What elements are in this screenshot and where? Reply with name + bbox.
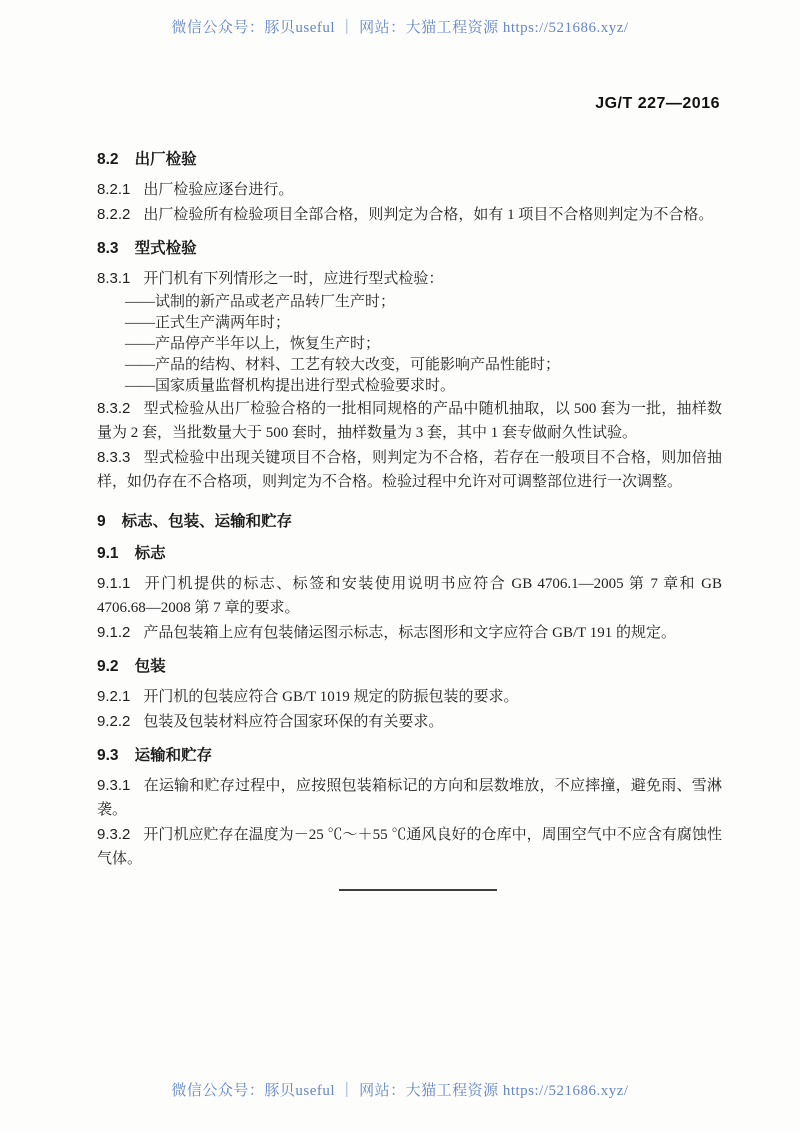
- watermark-bottom: 微信公众号：豚贝useful ｜ 网站：大猫工程资源 https://521686.xyz/: [171, 1083, 629, 1099]
- clause-text: 型式检验从出厂检验合格的一批相同规格的产品中随机抽取，以 500 套为一批，抽样数量为 2 套，当批数量大于 500 套时，抽样数量为 3 套，其中 1 套专做耐久性试验。: [97, 401, 722, 441]
- end-of-text-divider: [339, 889, 497, 891]
- clause-text: 出厂检验应逐台进行。: [143, 182, 294, 198]
- clause-text: 出厂检验所有检验项目全部合格，则判定为合格，如有 1 项目不合格则判定为不合格。: [143, 207, 714, 223]
- clause-8-3-3: [97, 446, 722, 494]
- clause-8-2-2: [97, 203, 722, 227]
- section-heading-9-2: [97, 657, 722, 677]
- section-title: 运输和贮存: [134, 747, 213, 764]
- clause-9-1-1: [97, 572, 722, 620]
- clause-number: 8.2.2: [97, 206, 131, 223]
- clause-number: 8.3.2: [97, 400, 131, 417]
- clause-number: 9.3.1: [97, 777, 131, 794]
- chapter-title: 标志、包装、运输和贮存: [121, 513, 293, 530]
- section-number: 9.3: [97, 747, 119, 764]
- section-title: 型式检验: [134, 240, 197, 257]
- clause-text: 开门机有下列情形之一时，应进行型式检验：: [143, 271, 444, 287]
- clause-9-3-1: [97, 774, 722, 822]
- section-title: 包装: [134, 658, 166, 675]
- watermark-top: 微信公众号：豚贝useful ｜ 网站：大猫工程资源 https://521686.xyz/: [171, 20, 629, 36]
- clause-8-2-1: [97, 178, 722, 202]
- document-body: [97, 138, 722, 891]
- clause-number: 9.1.1: [97, 575, 131, 592]
- clause-9-2-2: [97, 710, 722, 734]
- clause-text: 开门机应贮存在温度为－25 ℃～＋55 ℃通风良好的仓库中，周围空气中不应含有腐蚀性气体。: [97, 827, 722, 867]
- chapter-number: 9: [97, 513, 106, 530]
- clause-text: 型式检验中出现关键项目不合格，则判定为不合格，若存在一般项目不合格，则加倍抽样，如仍存在不合格项，则判定为不合格。检验过程中允许对可调整部位进行一次调整。: [97, 450, 722, 490]
- clause-number: 8.3.1: [97, 270, 131, 287]
- dash-list-item: ——产品停产半年以上，恢复生产时；: [125, 336, 381, 352]
- standard-number: JG/T 227—2016: [595, 95, 720, 112]
- clause-number: 8.2.1: [97, 181, 131, 198]
- clause-text: 在运输和贮存过程中，应按照包装箱标记的方向和层数堆放，不应摔撞，避免雨、雪淋袭。: [97, 778, 722, 818]
- section-number: 9.2: [97, 658, 119, 675]
- clause-number: 8.3.3: [97, 449, 131, 466]
- section-number: 8.3: [97, 240, 119, 257]
- clause-text: 开门机的包装应符合 GB/T 1019 规定的防振包装的要求。: [143, 689, 519, 705]
- clause-9-1-2: [97, 621, 722, 645]
- clause-number: 9.1.2: [97, 624, 131, 641]
- section-heading-9-3: [97, 746, 722, 766]
- clause-number: 9.3.2: [97, 826, 131, 843]
- chapter-heading-9: [97, 512, 722, 532]
- section-number: 9.1: [97, 545, 119, 562]
- clause-number: 9.2.1: [97, 688, 131, 705]
- dash-list-item: ——正式生产满两年时；: [125, 315, 291, 331]
- section-title: 出厂检验: [134, 151, 197, 168]
- clause-8-3-2: [97, 397, 722, 445]
- clause-text: 包装及包装材料应符合国家环保的有关要求。: [143, 714, 444, 730]
- clause-9-3-2: [97, 823, 722, 871]
- clause-text: 产品包装箱上应有包装储运图示标志，标志图形和文字应符合 GB/T 191 的规定。: [143, 625, 677, 641]
- clause-text: 开门机提供的标志、标签和安装使用说明书应符合 GB 4706.1—2005 第 7 章和 GB 4706.68—2008 第 7 章的要求。: [97, 576, 722, 616]
- dash-list-item: ——国家质量监督机构提出进行型式检验要求时。: [125, 378, 456, 394]
- section-heading-9-1: [97, 544, 722, 564]
- clause-8-3-1: [97, 267, 722, 291]
- clause-9-2-1: [97, 685, 722, 709]
- section-heading-8-3: [97, 239, 722, 259]
- dash-list-item: ——产品的结构、材料、工艺有较大改变，可能影响产品性能时；: [125, 357, 561, 373]
- section-title: 标志: [134, 545, 166, 562]
- section-number: 8.2: [97, 151, 119, 168]
- section-heading-8-2: [97, 150, 722, 170]
- dash-list-item: ——试制的新产品或老产品转厂生产时；: [125, 294, 396, 310]
- clause-number: 9.2.2: [97, 713, 131, 730]
